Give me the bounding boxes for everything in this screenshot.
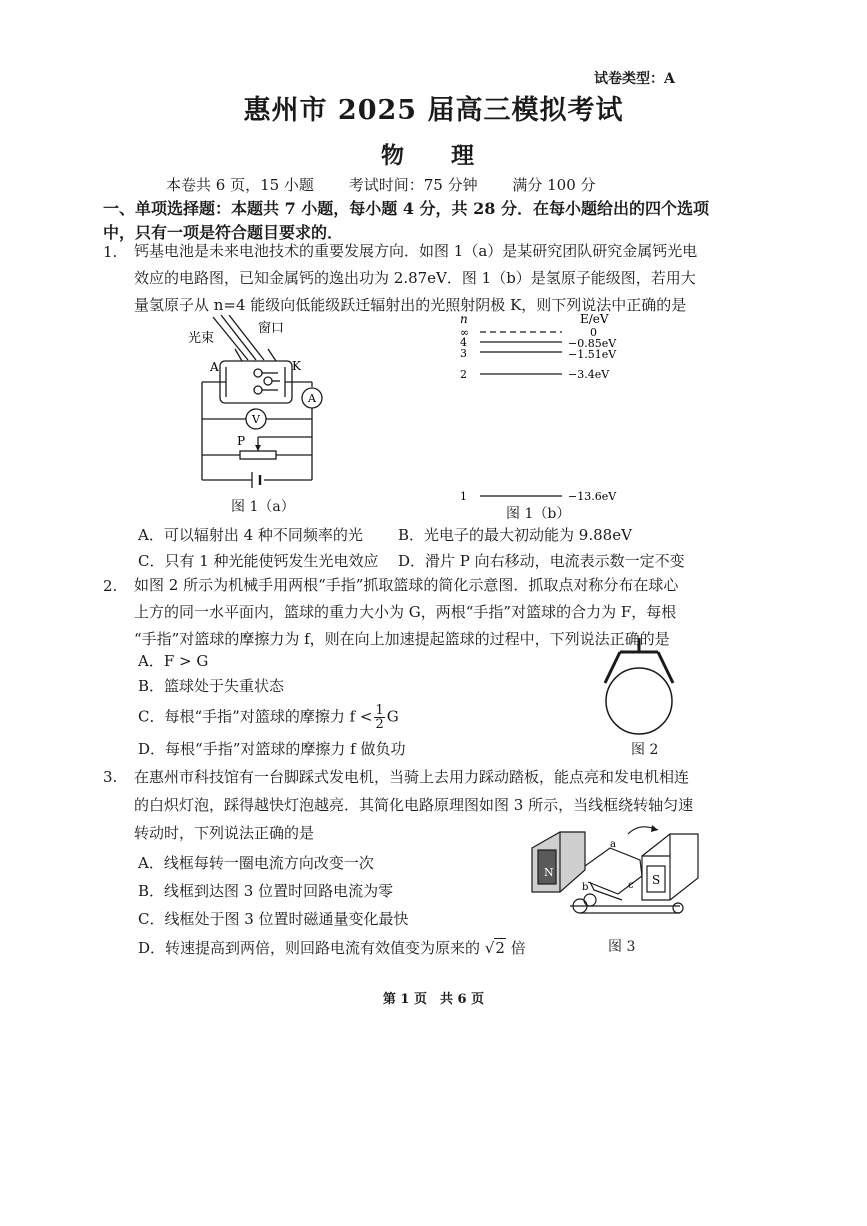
subject-title: 物 理 [381, 142, 486, 169]
info-time: 考试时间：75 分钟 [348, 176, 478, 194]
page-footer: 第 1 页 共 6 页 [382, 992, 485, 1007]
light-beam-ray [221, 315, 256, 360]
level-n: 4 [460, 336, 467, 349]
finger-left [605, 652, 620, 683]
q3-option-c[interactable]: C．线框处于图 3 位置时磁通量变化最快 [138, 910, 409, 928]
s-pole-label: S [652, 873, 661, 887]
q1-option-b[interactable]: B．光电子的最大初动能为 9.88eV [398, 526, 632, 544]
exam-info [166, 174, 626, 195]
q1-option-a[interactable]: A．可以辐射出 4 种不同频率的光 [138, 526, 363, 544]
n-header: n [460, 312, 468, 326]
voltmeter-label: V [252, 413, 260, 426]
slider-label: P [237, 434, 246, 448]
level-energy: 0 [590, 326, 597, 339]
level-energy: −1.51eV [568, 348, 617, 361]
figure-3-generator [530, 820, 705, 930]
q3-number: 3. [103, 768, 118, 786]
q3-option-d-text: D．转速提高到两倍，则回路电流有效值变为原来的 [138, 939, 481, 957]
q3-line: 转动时，下列说法正确的是 [134, 824, 315, 842]
figure-2-label: 图 2 [631, 742, 659, 758]
window-edge [268, 349, 276, 361]
fraction-half: $\frac{1}{2}$ [375, 703, 384, 732]
q2-option-b[interactable]: B．篮球处于失重状态 [138, 677, 285, 695]
q1-line: 效应的电路图，已知金属钙的逸出功为 2.87eV．图 1（b）是氢原子能级图，若用大 [134, 269, 696, 287]
q3-line: 在惠州市科技馆有一台脚踩式发电机，当骑上去用力踩动踏板，能点亮和发电机相连 [134, 768, 690, 786]
basketball [606, 668, 672, 734]
q2-option-d[interactable]: D．每根“手指”对篮球的摩擦力 f 做负功 [138, 740, 406, 758]
cathode-label: K [292, 359, 301, 373]
q3-option-b[interactable]: B．线框到达图 3 位置时回路电流为零 [138, 882, 394, 900]
figure-1a-circuit [180, 315, 340, 520]
q1-option-d[interactable]: D．滑片 P 向右移动，电流表示数一定不变 [398, 552, 685, 570]
electron [254, 386, 262, 394]
exam-title: 惠州市 2025 届高三模拟考试 [243, 95, 624, 126]
q1-line: 钙基电池是未来电池技术的重要发展方向．如图 1（a）是某研究团队研究金属钙光电 [134, 242, 698, 260]
q3-option-a[interactable]: A．线框每转一圈电流方向改变一次 [138, 854, 374, 872]
level-n: 2 [460, 368, 467, 381]
n-pole-label: N [544, 866, 554, 879]
q3-option-d-suffix: 倍 [510, 939, 526, 957]
energy-header: E/eV [580, 312, 609, 326]
q2-option-c[interactable] [138, 704, 399, 731]
q1-stem [134, 238, 734, 319]
q2-line: “手指”对篮球的摩擦力为 f，则在向上加速提起篮球的过程中，下列说法正确的是 [134, 630, 670, 648]
ammeter-label: A [308, 392, 316, 405]
q2-option-a[interactable]: A．F > G [138, 652, 209, 670]
q1-line: 量氢原子从 n=4 能级向低能级跃迁辐射出的光照射阴极 K，则下列说法中正确的是 [134, 296, 687, 314]
level-energy: −13.6eV [568, 490, 617, 503]
q1-option-c[interactable]: C．只有 1 种光能使钙发生光电效应 [138, 552, 379, 570]
q2-option-c-text: C．每根“手指”对篮球的摩擦力 f < [138, 707, 373, 726]
q2-line: 如图 2 所示为机械手用两根“手指”抓取篮球的简化示意图．抓取点对称分布在球心 [134, 576, 679, 594]
figure-1b-energy-levels [452, 312, 642, 504]
level-n: 1 [460, 490, 467, 503]
electron [264, 377, 272, 385]
sqrt-2: √2 [484, 939, 505, 957]
q3-option-d[interactable] [138, 937, 526, 958]
finger-right [658, 652, 673, 683]
photocell-tube [220, 361, 292, 403]
level-n: 3 [460, 347, 467, 360]
electron [254, 369, 262, 377]
level-n: ∞ [460, 326, 470, 339]
coil-label-a: a [610, 839, 616, 850]
info-pages: 本卷共 6 页，15 小题 [166, 176, 314, 194]
anode-label: A [210, 360, 219, 374]
q3-line: 的白炽灯泡，踩得越快灯泡越亮．其简化电路原理图如图 3 所示，当线框绕转轴匀速 [134, 796, 694, 814]
light-beam-ray [213, 317, 248, 360]
light-label: 光束 [188, 331, 215, 346]
rheostat [240, 451, 276, 459]
info-score: 满分 100 分 [512, 176, 596, 194]
figure-1a-label: 图 1（a） [231, 499, 295, 515]
coil-label-b: b [582, 882, 589, 893]
figure-3-label: 图 3 [608, 939, 636, 955]
figure-2-basketball [598, 638, 680, 738]
level-energy: −0.85eV [568, 337, 617, 350]
level-energy: −3.4eV [568, 368, 610, 381]
q2-number: 2. [103, 577, 118, 595]
paper-type: 试卷类型：A [594, 71, 675, 87]
q1-number: 1. [103, 243, 118, 261]
figure-1b-label: 图 1（b） [506, 506, 571, 522]
section-heading: 一、单项选择题：本题共 7 小题，每小题 4 分，共 28 分．在每小题给出的四个选项中，只有一项是符合题目要求的． [103, 199, 709, 242]
window-label: 窗口 [258, 321, 285, 336]
q2-line: 上方的同一水平面内，篮球的重力大小为 G，两根“手指”对篮球的合力为 F，每根 [134, 603, 677, 621]
q2-option-c-symbol: G [386, 707, 399, 726]
coil-label-c: c [628, 880, 634, 891]
